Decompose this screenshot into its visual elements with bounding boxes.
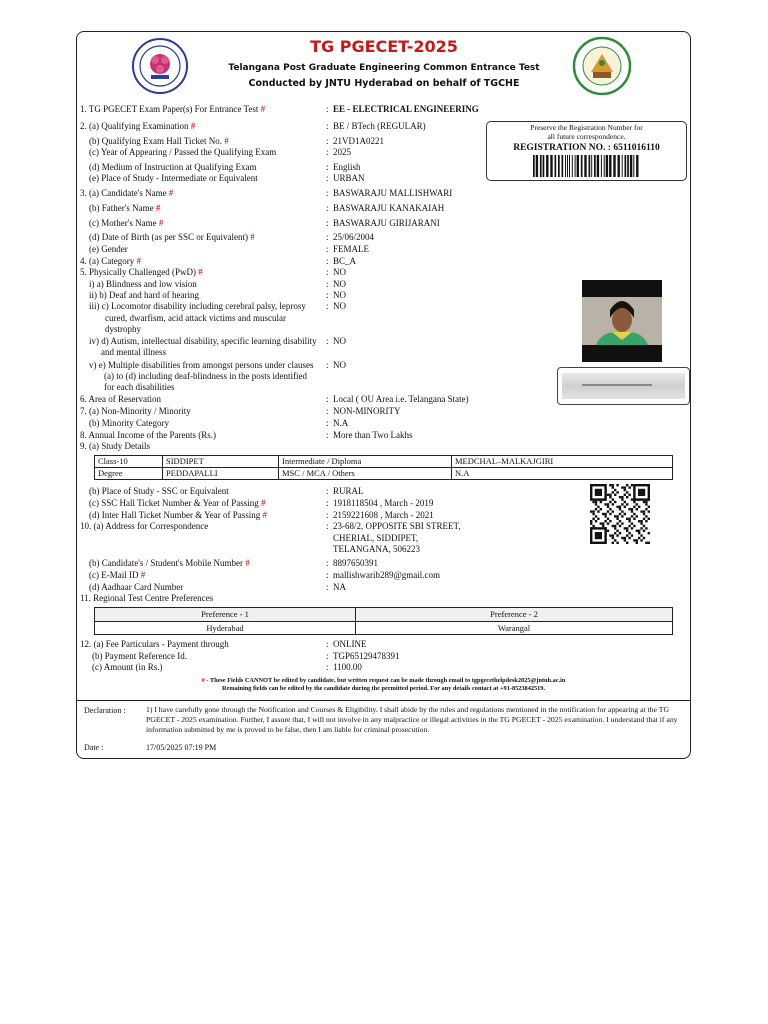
field-candidate-name-label: 3. (a) Candidate's Name #: [80, 188, 174, 198]
field-exam-paper-label: 1. TG PGECET Exam Paper(s) For Entrance Test #: [80, 104, 266, 114]
field-email-label: (c) E-Mail ID #: [89, 570, 146, 580]
edit-notice: [76, 677, 691, 693]
field-aadhaar-label: (d) Aadhaar Card Number: [89, 582, 184, 592]
field-pwd-deaf-value: NO: [333, 290, 346, 300]
field-fee-through-label: 12. (a) Fee Particulars - Payment through: [80, 639, 229, 649]
page-subtitle: Telangana Post Graduate Engineering Common Entrance Test: [228, 63, 540, 73]
table-cell: Warangal: [356, 622, 673, 635]
field-pwd-deaf-label: ii) b) Deaf and hard of hearing: [89, 290, 199, 300]
field-address-line1: 23-68/2, OPPOSITE SBI STREET,: [333, 521, 461, 531]
field-ssc-ticket-label: (c) SSC Hall Ticket Number & Year of Passing #: [89, 498, 266, 508]
table-header-cell: Preference - 1: [95, 608, 356, 622]
field-pwd-loco-value: NO: [333, 301, 346, 311]
field-exam-paper-value: EE - ELECTRICAL ENGINEERING: [333, 104, 479, 114]
field-father-name-label: (b) Father's Name #: [89, 203, 161, 213]
reg-note-1: Preserve the Registration Number for: [530, 123, 643, 132]
declaration-text: 1) I have carefully gone through the Notification and Courses & Eligibility. I shall abide by the rules and regulations mentioned in the notification for appearing at the TG PGECET - 2025 examination. Further, I assure that, I will not involve in any malpractice or illegal activities in the TG PGECET - 2025 examination. I understand that if any information submitted by me is proved to be false, then I am liable for criminal prosecution.: [146, 705, 678, 734]
field-medium-value: English: [333, 162, 361, 172]
declaration-label: Declaration :: [84, 706, 126, 715]
study-details-table: [94, 455, 673, 480]
table-cell: N.A: [452, 468, 673, 480]
field-income-label: 8. Annual Income of the Parents (Rs.): [80, 430, 216, 440]
date-value: 17/05/2025 07:19 PM: [146, 743, 217, 752]
field-inter-ticket-value: 2159221608 , March - 2021: [333, 510, 434, 520]
field-email-value: mallishwarib289@gmail.com: [333, 570, 441, 580]
field-mobile-value: 8897650391: [333, 558, 378, 568]
table-cell: Hyderabad: [95, 622, 356, 635]
barcode-icon: [533, 155, 641, 177]
field-dob-value: 25/06/2004: [333, 232, 375, 242]
field-pwd-autism-value: NO: [333, 336, 346, 346]
edit-notice-line2: Remaining fields can be edited by the candidate during the permitted period. For any details contact at +91-8523842519.: [221, 685, 546, 692]
field-study-details-label: 9. (a) Study Details: [80, 441, 150, 451]
field-minority-cat-label: (b) Minority Category: [89, 418, 169, 428]
table-row: [95, 608, 673, 622]
field-category-value: BC_A: [333, 256, 357, 266]
field-address-label: 10. (a) Address for Correspondence: [80, 521, 209, 531]
page-title: TG PGECET-2025: [310, 37, 458, 56]
field-gender-label: (e) Gender: [89, 244, 128, 254]
field-pwd-value: NO: [333, 267, 346, 277]
table-cell: MEDCHAL–MALKAJGIRI: [452, 456, 673, 468]
field-medium-label: (d) Medium of Instruction at Qualifying Exam: [89, 162, 257, 172]
registration-number: REGISTRATION NO. : 6511016110: [513, 143, 660, 153]
field-income-value: More than Two Lakhs: [333, 430, 413, 440]
field-mother-name-value: BASWARAJU GIRIJARANI: [333, 218, 440, 228]
field-minority-cat-value: N.A: [333, 418, 349, 428]
field-fee-through-value: ONLINE: [333, 639, 367, 649]
field-inter-ticket-label: (d) Inter Hall Ticket Number & Year of Passing #: [89, 510, 267, 520]
field-payment-ref-label: (b) Payment Reference Id.: [92, 651, 187, 661]
field-dob-label: (d) Date of Birth (as per SSC or Equivalent) #: [89, 232, 255, 242]
field-reservation-label: 6. Area of Reservation: [80, 394, 161, 404]
field-pwd-multi-value: NO: [333, 360, 346, 370]
field-ssc-ticket-value: 1918118504 , March - 2019: [333, 498, 434, 508]
field-qualifying-exam-label: 2. (a) Qualifying Examination #: [80, 121, 196, 131]
table-cell: MSC / MCA / Others: [279, 468, 452, 480]
field-pwd-label: 5. Physically Challenged (PwD) #: [80, 267, 203, 277]
field-place-ssc-label: (b) Place of Study - SSC or Equivalent: [89, 486, 229, 496]
centre-preference-table: [94, 607, 673, 635]
field-pwd-multi-line3: for each disabilities: [104, 382, 175, 392]
field-mobile-label: (b) Candidate's / Student's Mobile Number #: [89, 558, 250, 568]
field-father-name-value: BASWARAJU KANAKAIAH: [333, 203, 445, 213]
field-candidate-name-value: BASWARAJU MALLISHWARI: [333, 188, 453, 198]
edit-notice-line1: # - These Fields CANNOT be edited by candidate, but written request can be made through email to tgpgecethelpdesk2025@jntuh.ac.in: [201, 677, 566, 684]
table-cell: SIDDIPET: [163, 456, 279, 468]
field-pwd-loco-line2: cured, dwarfism, acid attack victims and muscular: [105, 313, 286, 323]
candidate-photo: [582, 280, 662, 362]
candidate-signature: [557, 367, 690, 405]
field-aadhaar-value: NA: [333, 582, 346, 592]
field-pwd-blind-label: i) a) Blindness and low vision: [89, 279, 197, 289]
field-pwd-multi-line2: (a) to (d) including deaf-blindness in the posts identified: [104, 371, 307, 381]
table-row: [95, 456, 673, 468]
conducted-by: Conducted by JNTU Hyderabad on behalf of TGCHE: [248, 78, 520, 89]
field-address-line2: CHERIAL, SIDDIPET,: [333, 533, 419, 543]
field-address-line3: TELANGANA, 506223: [333, 544, 420, 554]
field-place-ssc-value: RURAL: [333, 486, 364, 496]
date-label: Date :: [84, 743, 104, 752]
field-pwd-blind-value: NO: [333, 279, 346, 289]
field-hall-ticket-label: (b) Qualifying Exam Hall Ticket No. #: [89, 136, 229, 146]
field-pwd-loco-label: iii) c) Locomotor disability including cerebral palsy, leprosy: [89, 301, 306, 311]
field-minority-label: 7. (a) Non-Minority / Minority: [80, 406, 191, 416]
field-minority-value: NON-MINORITY: [333, 406, 401, 416]
field-amount-value: 1100.00: [333, 662, 362, 672]
table-cell: Degree: [95, 468, 163, 480]
field-pwd-loco-line3: dystrophy: [105, 324, 141, 334]
table-row: [95, 622, 673, 635]
field-amount-label: (c) Amount (in Rs.): [92, 662, 163, 672]
table-cell: PEDDAPALLI: [163, 468, 279, 480]
field-year-passed-label: (c) Year of Appearing / Passed the Qualifying Exam: [89, 147, 277, 157]
field-place-study-label: (e) Place of Study - Intermediate or Equivalent: [89, 173, 258, 183]
field-centre-pref-label: 11. Regional Test Centre Preferences: [80, 593, 214, 603]
field-place-study-value: URBAN: [333, 173, 365, 183]
field-pwd-multi-label: v) e) Multiple disabilities from amongst persons under clauses: [89, 360, 314, 370]
field-reservation-value: Local ( OU Area i.e. Telangana State): [333, 394, 469, 404]
field-pwd-autism-line2: and mental illness: [101, 347, 166, 357]
registration-box: [486, 121, 687, 181]
table-header-cell: Preference - 2: [356, 608, 673, 622]
field-hall-ticket-value: 21VD1A0221: [333, 136, 384, 146]
table-cell: Intermediate / Diploma: [279, 456, 452, 468]
field-mother-name-label: (c) Mother's Name #: [89, 218, 164, 228]
field-pwd-autism-label: iv) d) Autism, intellectual disability, specific learning disability: [89, 336, 317, 346]
field-year-passed-value: 2025: [333, 147, 351, 157]
field-qualifying-exam-value: BE / BTech (REGULAR): [333, 121, 426, 131]
table-row: [95, 468, 673, 480]
declaration-section: [76, 700, 691, 701]
reg-note-2: all future correspondence.: [547, 132, 626, 141]
qr-code-icon: [590, 484, 654, 544]
table-cell: Class-10: [95, 456, 163, 468]
field-category-label: 4. (a) Category #: [80, 256, 141, 266]
field-payment-ref-value: TGP65129478391: [333, 651, 400, 661]
field-gender-value: FEMALE: [333, 244, 369, 254]
